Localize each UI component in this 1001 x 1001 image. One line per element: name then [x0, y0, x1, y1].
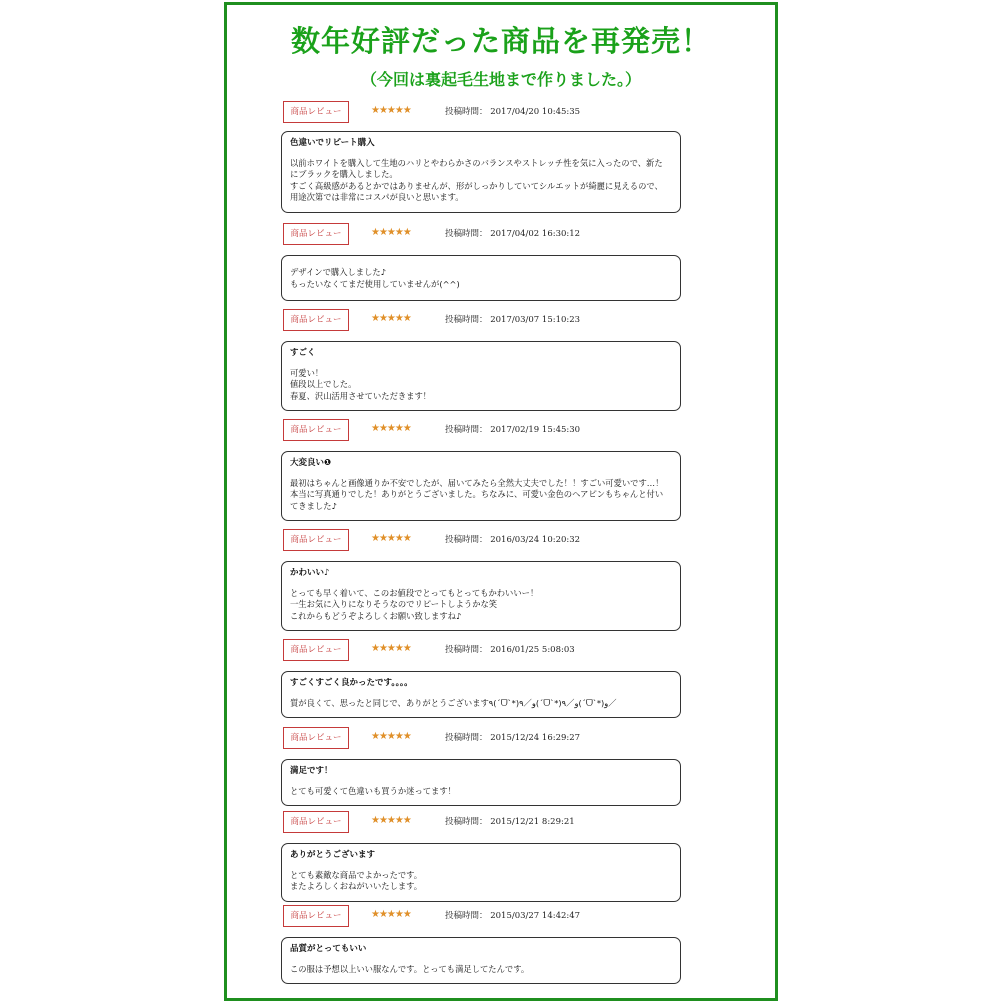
- review-text-line: てきました♪: [290, 500, 337, 511]
- review-title: 大変良い❶: [290, 458, 332, 468]
- posted-label: 投稿時間：: [445, 315, 488, 325]
- review-text-line: にブラックを購入しました。: [290, 169, 398, 179]
- review-text-line: これからもどうぞよろしくお願い致しますね♪: [290, 610, 462, 621]
- review-body-box: [281, 843, 681, 902]
- posted-label: 投稿時間：: [445, 645, 488, 655]
- product-review-badge: 商品レビュー: [283, 419, 349, 441]
- star-rating-icon: ★★★★★: [371, 227, 411, 238]
- posted-datetime: 2015/12/21 8:29:21: [490, 817, 575, 827]
- review-text-line: 最初はちゃんと画像通りか不安でしたが、届いてみたら全然大丈夫でした！！すごい可愛いです…！: [290, 477, 664, 488]
- review-body-box: [281, 671, 681, 718]
- posted-datetime: 2015/12/24 16:29:27: [490, 733, 581, 743]
- review-title: すごくすごく良かったです。。。。: [290, 678, 413, 688]
- star-rating-icon: ★★★★★: [371, 423, 411, 434]
- star-rating-icon: ★★★★★: [371, 909, 411, 920]
- posted-time: [445, 313, 580, 325]
- product-review-badge: 商品レビュー: [283, 223, 349, 245]
- posted-datetime: 2017/03/07 15:10:23: [490, 315, 581, 325]
- review-text-line: すごく高級感があるとかではありませんが、形がしっかりしていてシルエットが綺麗に見えるので、: [290, 180, 663, 191]
- review-text-line: とても素敵な商品でよかったです。: [290, 869, 423, 880]
- review-body-box: [281, 561, 681, 631]
- product-review-badge: 商品レビュー: [283, 101, 349, 123]
- posted-datetime: 2016/03/24 10:20:32: [490, 535, 581, 545]
- review-text-line: 一生お気に入りになりそうなのでリピートしようかな笑: [290, 599, 498, 609]
- review-body-box: [281, 255, 681, 301]
- posted-datetime: 2016/01/25 5:08:03: [490, 645, 575, 655]
- posted-time: [445, 909, 580, 921]
- review-title: かわいい♪: [290, 568, 330, 578]
- posted-time: [445, 643, 575, 655]
- posted-datetime: 2017/02/19 15:45:30: [490, 425, 581, 435]
- product-review-badge: 商品レビュー: [283, 639, 349, 661]
- review-text-line: 値段以上でした。: [290, 379, 357, 389]
- review-title: 品質がとってもいい: [290, 944, 367, 954]
- review-text-line: とても可愛くて色違いも買うか迷ってます！: [290, 785, 456, 796]
- review-text-line: またよろしくおねがいいたします。: [290, 881, 423, 891]
- review-text-line: デザインで購入しました♪: [290, 267, 386, 277]
- review-meta: [283, 309, 703, 333]
- review-meta: [283, 811, 703, 835]
- review-body-box: [281, 451, 681, 521]
- review-text-line: この服は予想以上いい服なんです。とっても満足してたんです。: [290, 963, 530, 974]
- posted-label: 投稿時間：: [445, 425, 488, 435]
- review-text-line: もったいなくてまだ使用していませんが(^^): [290, 278, 460, 289]
- posted-label: 投稿時間：: [445, 107, 488, 117]
- review-title: すごく: [290, 348, 316, 358]
- review-meta: [283, 529, 703, 553]
- product-review-badge: 商品レビュー: [283, 727, 349, 749]
- posted-label: 投稿時間：: [445, 535, 488, 545]
- review-body-box: [281, 937, 681, 984]
- review-meta: [283, 639, 703, 663]
- review-text-line: 春夏、沢山活用させていただきます！: [290, 390, 432, 401]
- star-rating-icon: ★★★★★: [371, 643, 411, 654]
- product-review-badge: 商品レビュー: [283, 529, 349, 551]
- review-text-line: 以前ホワイトを購入して生地のハリとやわらかさのバランスやストレッチ性を気に入ったので、新た: [290, 157, 663, 168]
- review-page-frame: [224, 2, 778, 1001]
- posted-time: [445, 227, 580, 239]
- review-body-box: [281, 131, 681, 213]
- posted-time: [445, 815, 575, 827]
- review-text-line: 用途次第では非常にコスパが良いと思います。: [290, 192, 464, 202]
- product-review-badge: 商品レビュー: [283, 811, 349, 833]
- review-meta: [283, 905, 703, 929]
- review-meta: [283, 419, 703, 443]
- posted-label: 投稿時間：: [445, 733, 488, 743]
- review-body-box: [281, 341, 681, 411]
- review-title: 満足です！: [290, 766, 333, 776]
- posted-time: [445, 105, 580, 117]
- review-meta: [283, 727, 703, 751]
- review-text-line: とっても早く着いて、このお値段でとってもとってもかわいいー！: [290, 587, 539, 598]
- star-rating-icon: ★★★★★: [371, 105, 411, 116]
- review-meta: [283, 223, 703, 247]
- posted-time: [445, 423, 580, 435]
- star-rating-icon: ★★★★★: [371, 731, 411, 742]
- posted-label: 投稿時間：: [445, 817, 488, 827]
- review-text-line: 本当に写真通りでした！ありがとうございました。ちなみに、可愛い金色のヘアピンもちゃんと付い: [290, 489, 664, 499]
- review-body-box: [281, 759, 681, 806]
- posted-time: [445, 731, 580, 743]
- star-rating-icon: ★★★★★: [371, 313, 411, 324]
- review-meta: [283, 101, 703, 125]
- posted-label: 投稿時間：: [445, 911, 488, 921]
- review-title: ありがとうございます: [290, 850, 376, 860]
- posted-datetime: 2017/04/02 16:30:12: [490, 229, 581, 239]
- review-text-line: 質が良くて、思ったと同じで、ありがとうございます٩(ˊᗜˋ*)و／٩(ˊᗜˋ*)و／٩(ˊᗜˋ*)و／: [290, 697, 617, 708]
- headline: 数年好評だった商品を再発売！: [290, 24, 711, 58]
- subheadline: （今回は裏起毛生地まで作りました。）: [360, 70, 641, 89]
- product-review-badge: 商品レビュー: [283, 905, 349, 927]
- review-title: 色違いでリピート購入: [290, 138, 375, 148]
- review-text-line: 可愛い！: [290, 367, 324, 378]
- posted-datetime: 2017/04/20 10:45:35: [490, 107, 581, 117]
- posted-label: 投稿時間：: [445, 229, 488, 239]
- star-rating-icon: ★★★★★: [371, 815, 411, 826]
- posted-datetime: 2015/03/27 14:42:47: [490, 911, 581, 921]
- product-review-badge: 商品レビュー: [283, 309, 349, 331]
- posted-time: [445, 533, 580, 545]
- star-rating-icon: ★★★★★: [371, 533, 411, 544]
